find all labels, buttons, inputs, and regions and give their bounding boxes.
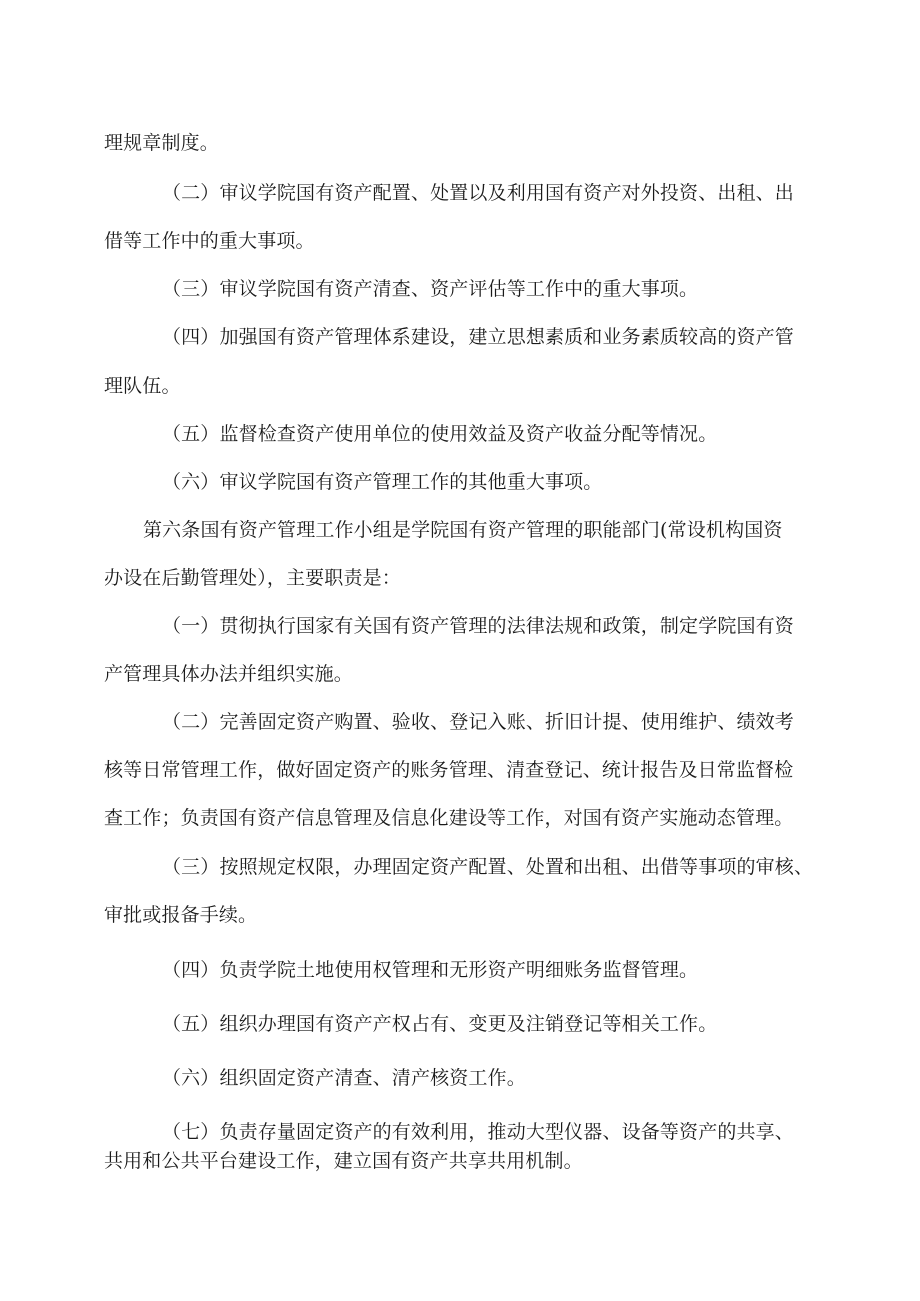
text-line: （四）负责学院土地使用权管理和无形资产明细账务监督管理。 [162,959,699,981]
text-line: 办设在后勤管理处），主要职责是： [104,567,401,589]
text-line: 审批或报备手续。 [104,904,258,926]
text-line: （七）负责存量固定资产的有效利用，推动大型仪器、设备等资产的共享、 [162,1121,794,1143]
text-line: 理队伍。 [104,375,181,397]
text-line: （五）组织办理国有资产产权占有、变更及注销登记等相关工作。 [162,1013,718,1035]
text-line: 产管理具体办法并组织实施。 [104,663,353,685]
text-line: （二）审议学院国有资产配置、处置以及利用国有资产对外投资、出租、出 [162,182,794,204]
text-line: 借等工作中的重大事项。 [104,230,315,252]
text-line: 核等日常管理工作，做好固定资产的账务管理、清查登记、统计报告及日常监督检 [104,759,794,781]
text-line: 理规章制度。 [104,132,219,154]
text-line: （六）审议学院国有资产管理工作的其他重大事项。 [162,471,603,493]
text-line: （三）按照规定权限，办理固定资产配置、处置和出租、出借等事项的审核、 [162,856,814,878]
text-line: （一）贯彻执行国家有关国有资产管理的法律法规和政策，制定学院国有资 [162,615,794,637]
text-line: （三）审议学院国有资产清查、资产评估等工作中的重大事项。 [162,278,699,300]
text-line: （六）组织固定资产清查、清产核资工作。 [162,1067,526,1089]
text-line: （五）监督检查资产使用单位的使用效益及资产收益分配等情况。 [162,423,718,445]
text-line: （四）加强国有资产管理体系建设，建立思想素质和业务素质较高的资产管 [162,326,794,348]
text-line: 第六条国有资产管理工作小组是学院国有资产管理的职能部门(常设机构国资 [143,519,783,541]
text-line: 查工作；负责国有资产信息管理及信息化建设等工作，对国有资产实施动态管理。 [104,807,794,829]
text-line: 共用和公共平台建设工作，建立国有资产共享共用机制。 [104,1150,583,1172]
text-line: （二）完善固定资产购置、验收、登记入账、折旧计提、使用维护、绩效考 [162,711,794,733]
